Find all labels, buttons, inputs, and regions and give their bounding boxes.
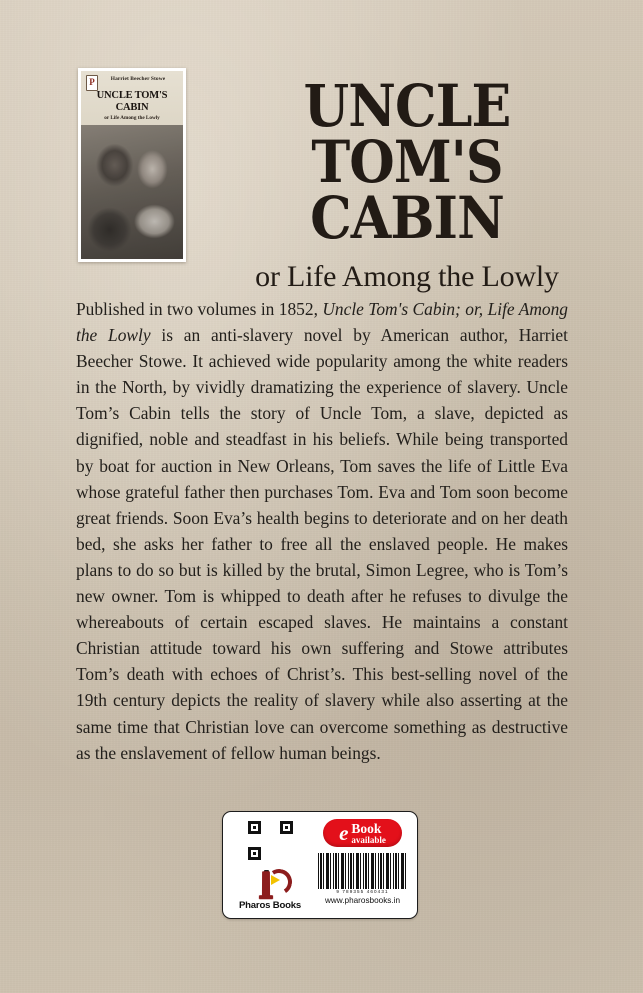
blurb-part-2: is an anti-slavery novel by American author, Harriet Beecher Stowe. It achieved wide popularity among the white readers in the North, by vividly dramatizing the experience of slavery. Uncle Tom’s Cabin tells the story of Uncle Tom, a slave, depicted as dignified, noble and steadfast in his beliefs. While being transported by boat for auction in New Orleans, Tom saves the life of Little Eva whose grateful father then purchases Tom. Eva and Tom soon become great friends. Soon Eva’s health begins to deteriorate and on her death bed, she asks her father to free all the enslaved people. He makes plans to do so but is killed by the brutal, Simon Legree, who is Tom’s new owner. Tom is whipped to death after he refuses to divulge the whereabouts of certain escaped slaves. He maintains a constant Christian attitude toward his own suffering and Stowe attributes Tom’s death with echoes of Christ’s. This best-selling novel of the 19th century depicts the reality of slavery while also asserting at the same time that Christian love can overcome something as destructive as the enslavement of fellow human beings. (76, 325, 568, 763)
barcode-block (317, 853, 409, 905)
thumbnail-title (81, 90, 183, 113)
ebook-badge-book: Book (351, 820, 382, 836)
barcode-digits: 9 789355 460431 (336, 889, 389, 894)
publisher-name: Pharos Books (238, 900, 302, 911)
ebook-badge-e: e (339, 821, 349, 845)
ebook-badge-available: available (351, 834, 386, 845)
publisher-info-panel (222, 811, 418, 919)
publisher-logo (239, 867, 301, 911)
thumbnail-photograph (81, 125, 183, 259)
thumbnail-inner (81, 71, 183, 259)
ebook-available-badge (323, 819, 402, 847)
book-title (225, 72, 589, 252)
front-cover-thumbnail (78, 68, 186, 262)
qr-finder-bottom-left (248, 847, 261, 860)
blurb-italic-title: Uncle Tom's Cabin; or, Life Among the Lowly (76, 299, 568, 346)
qr-finder-top-left (248, 821, 261, 834)
ebook-badge-text (351, 822, 386, 845)
thumbnail-title-line-2: CABIN (115, 101, 149, 113)
thumbnail-title-line-1: UNCLE TOM'S (96, 90, 168, 101)
publisher-website: www.pharosbooks.in (324, 896, 401, 905)
qr-finder-top-right (280, 821, 293, 834)
barcode-icon (318, 853, 408, 889)
title-block (205, 72, 609, 294)
cover-header (0, 0, 643, 293)
qr-code-icon[interactable] (246, 819, 295, 862)
publisher-mark-icon: P (86, 75, 98, 91)
book-title-line-1: UNCLE TOM'S (303, 72, 511, 196)
back-cover-blurb (76, 296, 568, 766)
book-title-line-2: CABIN (310, 184, 504, 252)
blurb-part-1: Published in two volumes in 1852, (76, 299, 323, 319)
thumbnail-subtitle: or Life Among the Lowly (104, 115, 160, 121)
book-subtitle: or Life Among the Lowly (255, 260, 559, 293)
panel-left-column (231, 819, 309, 911)
light-beam-icon (271, 875, 280, 885)
thumbnail-author: Harriet Beecher Stowe (110, 76, 166, 82)
panel-right-column (316, 819, 409, 911)
lighthouse-icon (253, 867, 287, 899)
lighthouse-tower (262, 871, 270, 899)
